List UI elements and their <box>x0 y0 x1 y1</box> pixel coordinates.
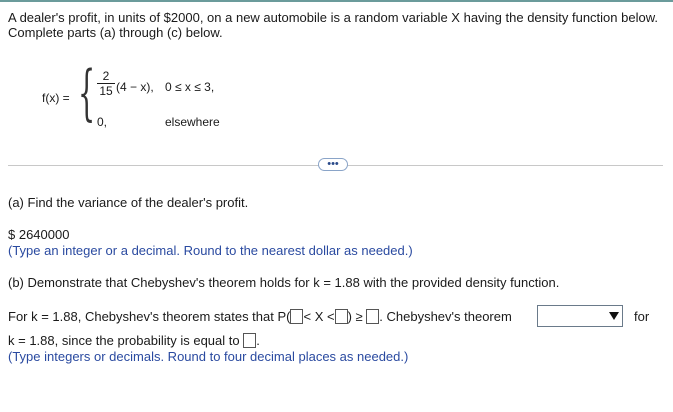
density-domain: 0 ≤ x ≤ 3, <box>165 80 215 94</box>
less-than-x-less-than: < X < <box>303 309 335 324</box>
density-lhs: f(x) = <box>42 91 70 105</box>
part-a-answer: $ 2640000 <box>8 227 70 242</box>
part-b-statement-suffix: . Chebyshev's theorem <box>379 309 512 324</box>
density-elsewhere: elsewhere <box>165 115 220 129</box>
problem-statement-line2: Complete parts (a) through (c) below. <box>8 25 223 40</box>
coefficient-fraction <box>96 69 116 98</box>
chebyshev-bound-input[interactable] <box>366 309 379 324</box>
piecewise-brace: { <box>78 58 96 128</box>
fraction-numerator: 2 <box>102 69 110 83</box>
theorem-holds-select[interactable] <box>537 305 623 327</box>
for-label: for <box>634 309 650 324</box>
expand-more-button[interactable]: ••• <box>318 158 348 171</box>
part-b-question: (b) Demonstrate that Chebyshev's theorem holds for k = 1.88 with the provided density function. <box>8 275 560 290</box>
fraction-denominator: 15 <box>99 84 113 98</box>
problem-statement-line1: A dealer's profit, in units of $2000, on a new automobile is a random variable X having the density function below. <box>8 10 658 25</box>
part-b-hint: (Type integers or decimals. Round to four decimal places as needed.) <box>8 349 409 364</box>
part-b-line2-prefix: k = 1.88, since the probability is equal to <box>8 333 240 348</box>
density-expression: (4 − x), <box>116 80 154 94</box>
dropdown-arrow-icon <box>609 312 619 320</box>
part-a-question: (a) Find the variance of the dealer's profit. <box>8 195 249 210</box>
part-a-hint: (Type an integer or a decimal. Round to the nearest dollar as needed.) <box>8 243 413 258</box>
lower-bound-input[interactable] <box>290 309 303 324</box>
part-b-statement <box>8 309 512 324</box>
upper-bound-input[interactable] <box>335 309 348 324</box>
density-zero-case: 0, <box>97 115 108 129</box>
part-b-line2-suffix: . <box>256 333 260 348</box>
part-b-statement-prefix: For k = 1.88, Chebyshev's theorem states that P( <box>8 309 291 324</box>
close-paren-geq: ) ≥ <box>347 309 363 324</box>
probability-input[interactable] <box>243 333 256 348</box>
part-b-line2 <box>8 333 260 348</box>
top-accent-bar <box>0 0 673 2</box>
